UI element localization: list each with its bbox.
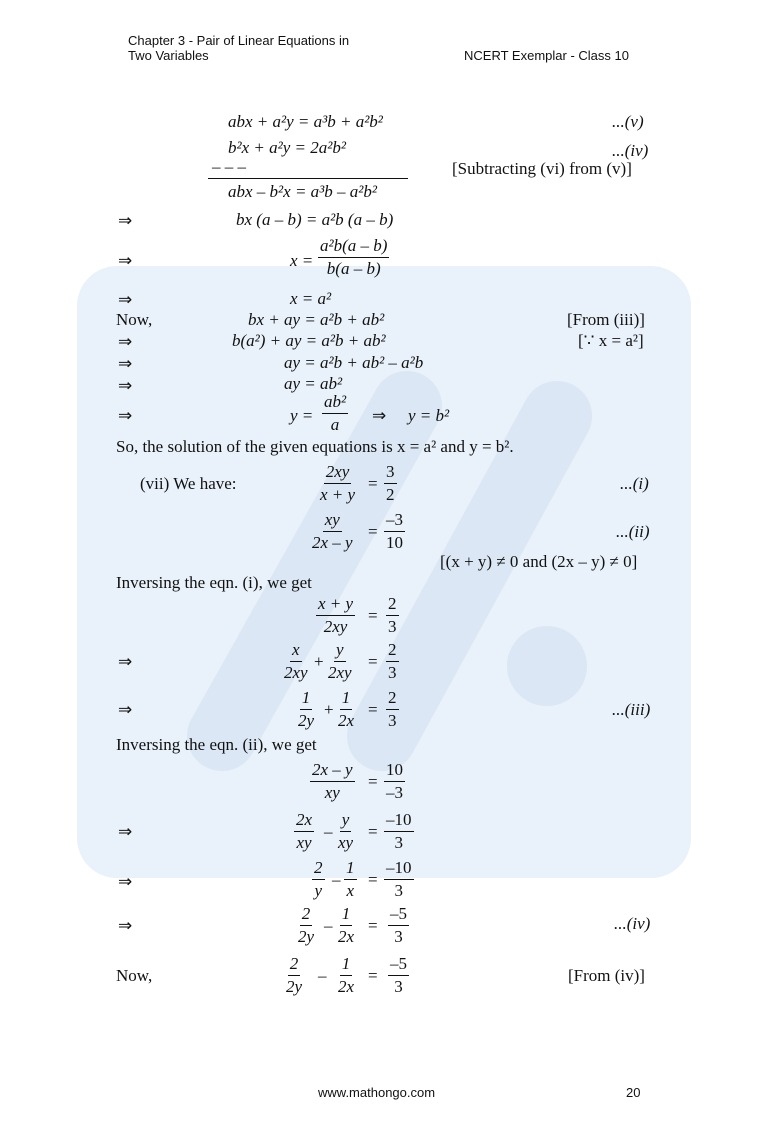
page-number: 20: [626, 1085, 641, 1100]
inversing-2: Inversing the eqn. (ii), we get: [116, 735, 317, 754]
equals-sign: =: [368, 474, 378, 493]
implies-arrow: ⇒: [118, 822, 133, 842]
implies-arrow: ⇒: [118, 251, 133, 271]
fraction-denominator: 2y: [286, 977, 303, 996]
fraction-denominator: 2xy: [328, 663, 352, 682]
fraction-numerator: 2: [386, 688, 399, 710]
from-iii-note: [From (iii)]: [567, 310, 645, 329]
fraction-denominator: –3: [386, 783, 403, 802]
inv1-rhs: [386, 594, 399, 637]
fraction-numerator: 10: [384, 760, 405, 782]
solution-statement: So, the solution of the given equations is x = a² and y = b².: [116, 437, 514, 456]
eq-result: abx – b²x = a³b – a²b²: [228, 182, 377, 201]
fraction-denominator: 2x: [338, 927, 355, 946]
implies-arrow: ⇒: [118, 652, 133, 672]
fraction-numerator: 1: [340, 954, 353, 976]
fraction-numerator: –5: [388, 954, 409, 976]
now-term2: [336, 954, 356, 997]
now-rhs: [388, 954, 409, 997]
fraction-numerator: –10: [384, 858, 414, 880]
inv1-lhs: [316, 594, 355, 637]
subtraction-rule: [208, 178, 408, 179]
fraction-numerator: x + y: [316, 594, 355, 616]
fraction-numerator: 1: [344, 858, 357, 880]
chapter-title: [128, 33, 349, 63]
implies-arrow: ⇒: [118, 332, 133, 352]
subtraction-signs: – – –: [212, 157, 246, 176]
eq-substituted: b(a²) + ay = a²b + ab²: [232, 331, 386, 350]
fraction-denominator: 3: [388, 711, 397, 730]
y-value: y = b²: [408, 406, 450, 425]
fraction-numerator: 2x: [294, 810, 314, 832]
x-value: x = a²: [290, 289, 332, 308]
inv4-lhs: [310, 760, 355, 803]
inv4-rhs: [384, 760, 405, 803]
eq1-rhs: [384, 462, 397, 505]
plus-sign: +: [314, 652, 324, 671]
equals-sign: =: [368, 916, 378, 935]
x-fraction: [318, 236, 389, 279]
equals-sign: =: [368, 870, 378, 889]
tag-iv-2: ...(iv): [614, 914, 651, 933]
fraction-numerator: a²b(a – b): [318, 236, 389, 258]
eq-ay-1: ay = a²b + ab² – a²b: [284, 353, 424, 372]
equals-sign: =: [368, 652, 378, 671]
tag-iii: ...(iii): [612, 700, 651, 719]
inv7-term1: [296, 904, 316, 947]
fraction-denominator: 3: [394, 927, 403, 946]
implies-arrow: ⇒: [118, 872, 133, 892]
plus-sign: +: [324, 700, 334, 719]
fraction-denominator: 2x: [338, 711, 355, 730]
fraction-denominator: 2: [386, 485, 395, 504]
tag-v: ...(v): [612, 112, 644, 131]
implies-arrow: ⇒: [118, 354, 133, 374]
fraction-numerator: –3: [384, 510, 405, 532]
inversing-1: Inversing the eqn. (i), we get: [116, 573, 312, 592]
minus-sign: –: [332, 870, 341, 889]
fraction-denominator: 2y: [298, 927, 315, 946]
fraction-denominator: xy: [338, 833, 354, 852]
eq-ay-2: ay = ab²: [284, 374, 343, 393]
fraction-denominator: y: [314, 881, 323, 900]
fraction-numerator: –5: [388, 904, 409, 926]
chapter-line-2: Two Variables: [128, 48, 209, 63]
fraction-numerator: ab²: [322, 392, 348, 414]
fraction-numerator: 2: [386, 640, 399, 662]
fraction-denominator: 2xy: [323, 617, 348, 636]
fraction-numerator: –10: [384, 810, 414, 832]
fraction-denominator: a: [330, 415, 340, 434]
fraction-numerator: 2x – y: [310, 760, 355, 782]
inv2-term1: [282, 640, 310, 683]
subtract-note: [Subtracting (vi) from (v)]: [452, 159, 632, 178]
inv5-term2: [336, 810, 355, 853]
eq-line-iv: b²x + a²y = 2a²b²: [228, 138, 346, 157]
minus-sign: –: [318, 966, 327, 985]
fraction-denominator: 3: [394, 833, 403, 852]
inv7-rhs: [388, 904, 409, 947]
from-iv-note: [From (iv)]: [568, 966, 645, 985]
fraction-denominator: 2x – y: [312, 533, 353, 552]
inv2-term2: [326, 640, 354, 683]
fraction-denominator: 3: [388, 617, 397, 636]
x-equals: x =: [290, 251, 314, 270]
implies-arrow: ⇒: [118, 700, 133, 720]
inv6-rhs: [384, 858, 414, 901]
eq-iii: bx + ay = a²b + ab²: [248, 310, 385, 329]
fraction-denominator: b(a – b): [326, 259, 381, 278]
fraction-numerator: x: [290, 640, 302, 662]
fraction-denominator: x: [346, 881, 355, 900]
fraction-denominator: 3: [388, 663, 397, 682]
implies-arrow: ⇒: [118, 290, 133, 310]
inv5-term1: [294, 810, 314, 853]
y-fraction: [322, 392, 348, 435]
tag-i: ...(i): [620, 474, 649, 493]
fraction-numerator: 2: [386, 594, 399, 616]
fraction-denominator: 3: [394, 881, 403, 900]
chapter-line-1: Chapter 3 - Pair of Linear Equations in: [128, 33, 350, 48]
inv2-rhs: [386, 640, 399, 683]
fraction-numerator: 1: [340, 688, 353, 710]
implies-arrow: ⇒: [372, 406, 387, 426]
fraction-denominator: 2x: [338, 977, 355, 996]
eq2-rhs: [384, 510, 405, 553]
fraction-numerator: 3: [384, 462, 397, 484]
fraction-denominator: 3: [394, 977, 403, 996]
implies-arrow: ⇒: [118, 211, 133, 231]
eq-line-v: abx + a²y = a³b + a²b²: [228, 112, 383, 131]
eq2-lhs: [310, 510, 355, 553]
website-link[interactable]: www.mathongo.com: [318, 1085, 436, 1100]
y-equals: y =: [290, 406, 314, 425]
because-note: [∵ x = a²]: [578, 331, 644, 350]
minus-sign: –: [324, 916, 333, 935]
fraction-denominator: x + y: [320, 485, 356, 504]
equals-sign: =: [368, 966, 378, 985]
now-label: Now,: [116, 310, 153, 329]
fraction-denominator: xy: [296, 833, 312, 852]
fraction-numerator: 2xy: [324, 462, 352, 484]
inv3-term1: [296, 688, 316, 731]
equals-sign: =: [368, 700, 378, 719]
inv3-term2: [336, 688, 356, 731]
part-vii-label: (vii) We have:: [140, 474, 237, 493]
eq1-lhs: [318, 462, 357, 505]
condition-note: [(x + y) ≠ 0 and (2x – y) ≠ 0]: [440, 552, 638, 571]
fraction-numerator: y: [334, 640, 346, 662]
fraction-denominator: xy: [324, 783, 340, 802]
tag-iv: ...(iv): [612, 141, 649, 160]
inv6-term2: [344, 858, 357, 901]
implies-arrow: ⇒: [118, 916, 133, 936]
fraction-numerator: 2: [312, 858, 325, 880]
fraction-numerator: 2: [300, 904, 313, 926]
equals-sign: =: [368, 606, 378, 625]
fraction-denominator: 2y: [298, 711, 315, 730]
now-term1: [284, 954, 304, 997]
fraction-denominator: 10: [386, 533, 403, 552]
implies-arrow: ⇒: [118, 376, 133, 396]
inv6-term1: [312, 858, 325, 901]
now-label-2: Now,: [116, 966, 153, 985]
equals-sign: =: [368, 822, 378, 841]
fraction-numerator: 1: [300, 688, 313, 710]
fraction-numerator: y: [340, 810, 352, 832]
equals-sign: =: [368, 522, 378, 541]
fraction-numerator: xy: [323, 510, 342, 532]
fraction-numerator: 2: [288, 954, 301, 976]
inv7-term2: [336, 904, 356, 947]
minus-sign: –: [324, 822, 333, 841]
equals-sign: =: [368, 772, 378, 791]
fraction-denominator: 2xy: [284, 663, 308, 682]
inv5-rhs: [384, 810, 414, 853]
book-title: NCERT Exemplar - Class 10: [464, 48, 629, 63]
inv3-rhs: [386, 688, 399, 731]
eq-factor: bx (a – b) = a²b (a – b): [236, 210, 394, 229]
fraction-numerator: 1: [340, 904, 353, 926]
implies-arrow: ⇒: [118, 406, 133, 426]
tag-ii: ...(ii): [616, 522, 650, 541]
